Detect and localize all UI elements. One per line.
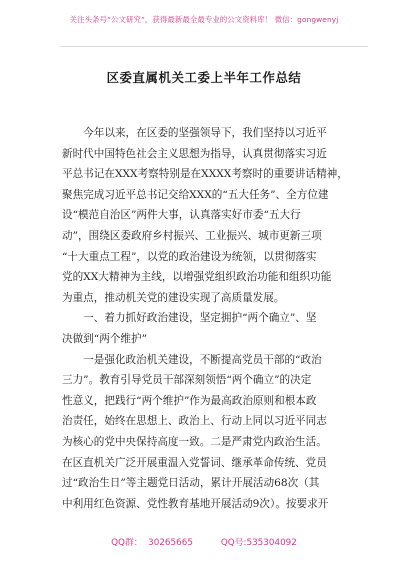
- body-line: 平总书记在XXX考察特别是在XXXX考察时的重要讲话精神，: [62, 168, 348, 181]
- header-watermark-text: 关注头条号“公文研究”，获得最新最全最专业的公文资料库！ 微信：gongwenyj: [69, 15, 339, 24]
- header-divider: [60, 46, 368, 47]
- body-line: 在区直机关广泛开展重温入党誓词、继承革命传统、党员: [62, 456, 327, 469]
- body-line: 动”，围绕区委政府乡村振兴、工业振兴、城市更新三项: [62, 229, 322, 242]
- document-body: [62, 123, 362, 514]
- footer-contact-text: QQ群： 30265665 QQ号:535304092: [111, 538, 297, 548]
- body-line: “十大重点工程”，以党的政治建设为统领，以贯彻落实: [62, 250, 317, 263]
- body-line: 为重点，推动机关党的建设实现了高质量发展。: [62, 291, 285, 304]
- body-line: 中利用红色资源、党性教育基地开展活动9次）。按要求开: [62, 497, 329, 510]
- body-line: 过“政治生日”等主题党日活动，累计开展活动68次（其: [62, 477, 320, 490]
- section-heading-line: 决做到“两个维护”: [62, 332, 147, 345]
- body-line: 一是强化政治机关建设，不断提高党员干部的“政治: [62, 353, 322, 366]
- section-heading-line: 一、着力抓好政治建设，坚定拥护“两个确立”、坚: [62, 312, 317, 325]
- body-line: 治责任，始终在思想上、政治上、行动上同以习近平同志: [62, 415, 327, 428]
- body-line: 新时代中国特色社会主义思想为指导，认真贯彻落实习近: [62, 147, 327, 160]
- body-line: 今年以来，在区委的坚强领导下，我们坚持以习近平: [62, 127, 327, 139]
- body-line: 三力”。教育引导党员干部深刻领悟“两个确立”的决定: [62, 374, 312, 387]
- body-line: 聚焦完成习近平总书记交给XXX的“五大任务”、全方位建: [62, 188, 329, 201]
- body-line: 性意义，把践行“两个维护”作为最高政治原则和根本政: [62, 394, 317, 407]
- document-title: 区委直属机关工委上半年工作总结: [106, 70, 302, 85]
- body-line: 为核心的党中央保持高度一致。二是严肃党内政治生活。: [62, 435, 327, 448]
- body-line: 设“模范自治区”两件大事，认真落实好市委“五大行: [62, 209, 301, 222]
- body-line: 党的XX大精神为主线，以增强党组织政治功能和组织功能: [62, 271, 332, 284]
